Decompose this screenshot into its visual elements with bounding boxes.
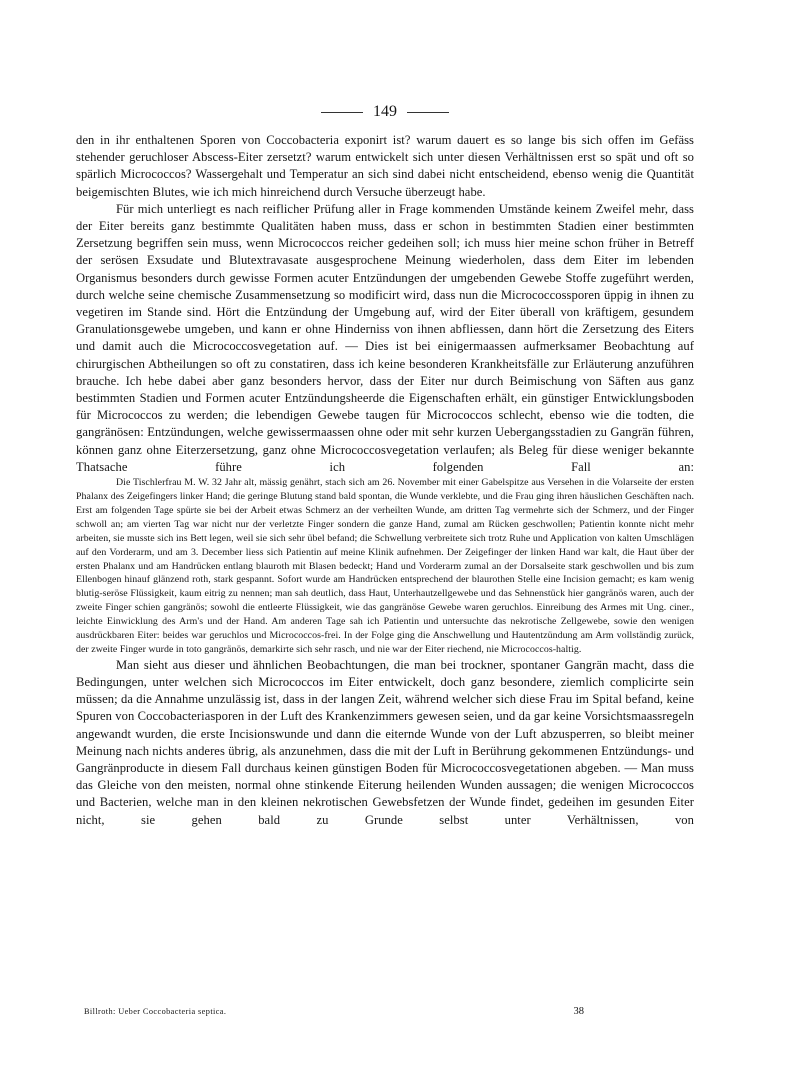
paragraph-main-argument: Für mich unterliegt es nach reiflicher Prüfung aller in Frage kommenden Umstände keinem Zweifel mehr, dass der Eiter bereits ganz bestimmte Qualitäten haben muss, dass er schon in bestimmten Stadien einer bestimmten Zersetzung begriffen sein muss, wenn Micrococcos reicher gedeihen soll; ich muss hier meine schon früher in Betreff der serösen Exsudate und Blutextravasate ausgesprochene Meinung wiederholen, dass dem Eiter im lebenden Organismus besonders durch gewisse Formen acuter Entzündungen der umgebenden Gewebe Stoffe zugeführt werden, durch welche seine chemische Zusammensetzung so modificirt wird, dass nun die Micrococcossporen üppig in ihnen zu vegetiren im Stande sind. Hört die Entzündung der Umgebung auf, wird der Eiter überall von kräftigem, gesundem Granulationsgewebe umgeben, und kann er ohne Hinderniss von ihnen abfliessen, dann hört die Zersetzung des Eiters und damit auch die Micrococcosvegetation auf. — Dies ist bei einigermaassen aufmerksamer Beobachtung auf chirurgischen Abtheilungen so oft zu constatiren, dass ich keine besonderen Krankheitsfälle zur Erläuterung anzuführen brauche. Ich hebe dabei aber ganz besonders hervor, dass der Eiter nur durch Beimischung von Säften aus ganz bestimmten Stadien und Formen acuter Entzündungsheerde die Eigenschaften erhält, ein günstiger Entwicklungsboden für Micrococcos zu werden; die lebendigen Gewebe taugen für Micrococcos schlecht, ebenso wie die todten, die gangränösen: Entzündungen, welche gewissermaassen ohne oder mit sehr kurzen Uebergangsstadien zu Gangrän führen, können ganz ohne Eiterzersetzung, ganz ohne Micrococcosvegetation verlaufen; als Beleg für diese weniger bekannte Thatsache führe ich folgenden Fall an: — [76, 201, 694, 474]
case-report — [76, 476, 694, 657]
header-rule-right — [407, 112, 449, 113]
paragraph-conclusion: Man sieht aus dieser und ähnlichen Beobachtungen, die man bei trockner, spontaner Gangrän macht, dass die Bedingungen, unter welchen sich Micrococcos im Eiter entwickelt, doch ganz besondere, ziemlich complicirte sein müssen; da die Annahme unzulässig ist, dass in der langen Zeit, während welcher sich diese Frau im Spital befand, keine Spuren von Coccobacteriasporen in der Luft des Krankenzimmers gewesen seien, und da gar keine Vorsichtsmaassregeln angewandt wurden, die erste Incisionswunde und dann die eiternde Wunde von der Luft abzusperren, so bleibt meiner Meinung nach nichts anderes übrig, als anzunehmen, dass die mit der Luft in Berührung gekommenen Entzündungs- und Gangränproducte in diesem Fall durchaus keinen günstigen Boden für Micrococcosvegetationen abgeben. — Man muss das Gleiche von den meisten, normal ohne stinkende Eiterung heilenden Wunden aussagen; die wenigen Micrococcos und Bacterien, welche man in den kleinen nekrotischen Gewebsfetzen der Wunde findet, gedeihen im gesunden Eiter nicht, sie gehen bald zu Grunde selbst unter Verhältnissen, von — [76, 657, 694, 827]
page-number: 149 — [373, 103, 397, 120]
body-text — [76, 132, 694, 476]
case-report-text: Die Tischlerfrau M. W. 32 Jahr alt, mässig genährt, stach sich am 26. November mit einer Gabelspitze aus Versehen in die Volarseite der ersten Phalanx des Zeigefingers linker Hand; die geringe Blutung stand bald spontan, die Wunde verklebte, und die Frau ging ihren häuslichen Geschäften nach. Erst am folgenden Tage spürte sie bei der Arbeit etwas Schmerz an der verheilten Wunde, am dritten Tag vermehrte sich der Schmerz, und der Finger schwoll an; am vierten Tag war nicht nur der verletzte Finger sondern die ganze Hand, zumal am Rücken geschwollen; Patientin konnte nicht mehr arbeiten, sie musste sich ins Bett legen, weil sie sich sehr übel befand; die Schwellung verbreitete sich trotz Ruhe und Application von kalten Umschlägen auf den Vorderarm, und am 3. December liess sich Patientin auf meine Klinik aufnehmen. Der Zeigefinger der linken Hand war kalt, die Haut über der ersten Phalanx und am Handrücken entlang blauroth mit Blasen bedeckt; Hand und Vorderarm zumal an der Dorsalseite stark geschwollen und bis zum Ellenbogen hinauf glänzend roth, stark gespannt. Sofort wurde am Handrücken entsprechend der blaurothen Stelle eine Incision gemacht; es kam wenig blutig-seröse Flüssigkeit, kaum eitrig zu nennen; man sah deutlich, dass Haut, Unterhautzellgewebe und das Sehnenstück hier gangränös waren, auch der zweite Finger schien gangränös; sowohl die entleerte Flüssigkeit, wie das gangränöse Gewebe waren geruchlos. Einreibung des Armes mit Ung. ciner., leichte Einwicklung des Arm's und der Hand. Am anderen Tage sah ich Patientin und untersuchte das nekrotische Zellgewebe, sowie den wenigen ausdrückbaren Eiter: beides war geruchlos und Micrococcos-frei. In der Folge ging die Anschwellung und Hautentzündung am Arm vollständig zurück, der zweite Finger wurde in toto gangränös, demarkirte sich sehr rasch, und nie war der Eiter riechend, nie Micrococcos-haltig. — [76, 477, 694, 655]
page-footer — [84, 1006, 694, 1017]
header-rule-left — [321, 112, 363, 113]
sheet-number: 38 — [573, 1006, 584, 1017]
paragraph-continuation: den in ihr enthaltenen Sporen von Coccobacteria exponirt ist? warum dauert es so lange bis sich offen im Gefäss stehender geruchloser Abscess-Eiter zersetzt? warum entwickelt sich unter diesen Verhältnissen erst so spät und oft so spärlich Micrococcos? Wassergehalt und Temperatur an sich sind dabei nicht entscheidend, ebenso wenig die Quantität beigemischten Blutes, wie ich mich hinreichend durch Versuche überzeugt habe. — [76, 133, 694, 199]
printer-signature: Billroth: Ueber Coccobacteria septica. — [84, 1007, 227, 1016]
body-text-continued — [76, 657, 694, 829]
page-header — [76, 100, 694, 124]
